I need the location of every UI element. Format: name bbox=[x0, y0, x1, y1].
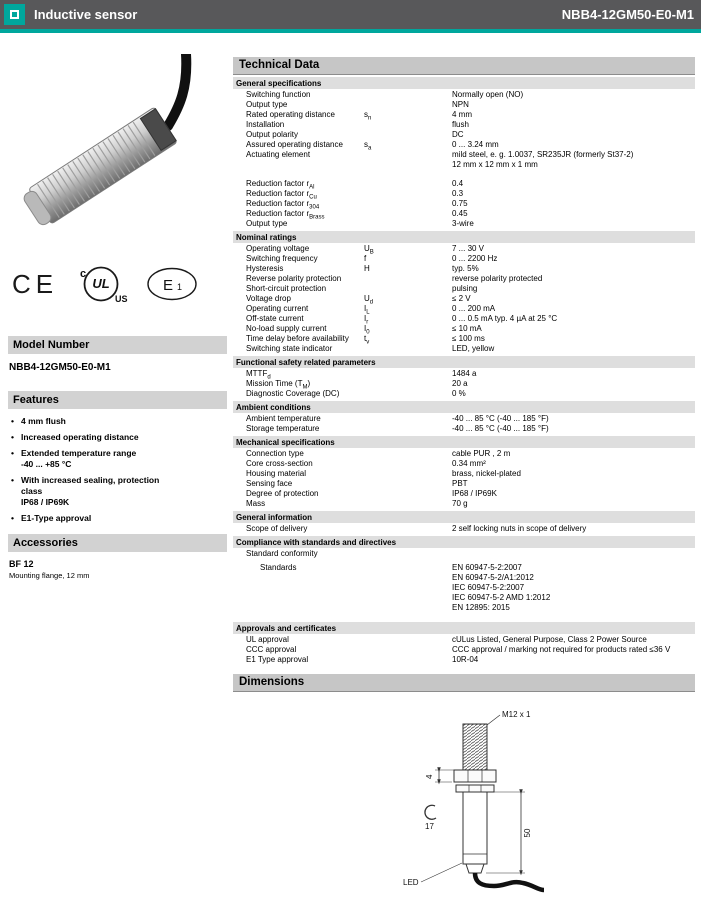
spec-name: Housing material bbox=[246, 469, 307, 478]
spec-row bbox=[233, 304, 695, 314]
spec-name: Mission Time $(T_M)$ bbox=[246, 379, 311, 391]
spec-row bbox=[233, 524, 695, 534]
spec-value: Normally open (NO) bbox=[452, 90, 524, 99]
spec-row bbox=[233, 120, 695, 130]
left-column bbox=[8, 44, 227, 580]
spec-name: Operating voltage bbox=[246, 244, 310, 253]
accessories-section-header: Accessories bbox=[8, 534, 227, 552]
spec-name: Reduction factor $r_{Cu}$ bbox=[246, 189, 317, 201]
accessory-name: BF 12 bbox=[9, 559, 34, 569]
spec-value: 1484 a bbox=[452, 369, 477, 378]
spec-row bbox=[233, 264, 695, 274]
spec-value: 0 ... 3.24 mm bbox=[452, 140, 499, 149]
spec-row bbox=[233, 90, 695, 100]
tip-length-label: 4 bbox=[425, 774, 434, 779]
spec-row bbox=[233, 244, 695, 254]
spec-symbol bbox=[364, 150, 452, 170]
drawing-washer bbox=[456, 785, 494, 792]
spec-symbol: $t_v$ bbox=[364, 334, 370, 346]
feature-item: • With increased sealing, protection class IP68 / IP69K bbox=[10, 475, 227, 508]
spec-symbol bbox=[364, 90, 452, 100]
spec-value: 0 % bbox=[452, 389, 466, 398]
spec-name: Standards bbox=[260, 563, 297, 572]
spec-value: ≤ 2 V bbox=[452, 294, 471, 303]
spec-name: Degree of protection bbox=[246, 489, 319, 498]
ce-mark: CE bbox=[12, 268, 59, 299]
spec-row bbox=[233, 635, 695, 645]
section-header: General information bbox=[233, 511, 695, 523]
spec-name: Rated operating distance bbox=[246, 110, 335, 119]
spec-symbol bbox=[364, 563, 452, 613]
spec-value: CCC approval / marking not required for products rated ≤36 V bbox=[452, 645, 671, 654]
spec-value: 0.45 bbox=[452, 209, 468, 218]
feature-item: • 4 mm flush bbox=[10, 416, 227, 427]
spec-symbol bbox=[364, 524, 452, 534]
product-photo bbox=[8, 54, 227, 242]
technical-sections bbox=[233, 77, 695, 665]
wrench-size-label: 17 bbox=[425, 822, 434, 831]
spec-symbol bbox=[364, 199, 452, 209]
spec-row bbox=[233, 209, 695, 219]
section-header: Ambient conditions bbox=[233, 401, 695, 413]
spec-name: Switching state indicator bbox=[246, 344, 333, 353]
spec-row bbox=[233, 344, 695, 354]
spec-name: Switching function bbox=[246, 90, 311, 99]
spec-symbol bbox=[364, 424, 452, 434]
spec-name: Output type bbox=[246, 100, 288, 109]
e1-approval-mark bbox=[144, 264, 200, 304]
features-section-header: Features bbox=[8, 391, 227, 409]
spec-symbol: $I_0$ bbox=[364, 324, 370, 336]
spec-row bbox=[233, 284, 695, 294]
feature-item: • Extended temperature range -40 ... +85 °C bbox=[10, 448, 227, 470]
feature-item: • Increased operating distance bbox=[10, 432, 227, 443]
spec-symbol bbox=[364, 369, 452, 379]
spec-symbol: $s_n$ bbox=[364, 110, 372, 122]
spec-row bbox=[233, 294, 695, 304]
spec-value: ≤ 10 mA bbox=[452, 324, 482, 333]
spec-value: IP68 / IP69K bbox=[452, 489, 497, 498]
spec-value: 4 mm bbox=[452, 110, 472, 119]
spec-value: 0.3 bbox=[452, 189, 464, 198]
spec-row bbox=[233, 424, 695, 434]
brand-logo-icon bbox=[4, 4, 25, 25]
brand-logo-inner-square bbox=[10, 10, 19, 19]
spec-value: typ. 5% bbox=[452, 264, 479, 273]
section-header: Functional safety related parameters bbox=[233, 356, 695, 368]
spec-symbol: f bbox=[364, 254, 367, 263]
spec-symbol: $U_d$ bbox=[364, 294, 374, 306]
spec-name: Installation bbox=[246, 120, 285, 129]
page-title: Inductive sensor bbox=[34, 7, 138, 22]
spec-symbol: $U_B$ bbox=[364, 244, 374, 256]
features-list bbox=[10, 416, 227, 524]
technical-data-header: Technical Data bbox=[233, 57, 695, 75]
spec-name: Assured operating distance bbox=[246, 140, 343, 149]
spec-value: NPN bbox=[452, 100, 469, 109]
spec-row bbox=[233, 324, 695, 334]
spec-row bbox=[233, 414, 695, 424]
spec-symbol bbox=[364, 414, 452, 424]
spec-name: Ambient temperature bbox=[246, 414, 321, 423]
spec-symbol bbox=[364, 549, 452, 559]
drawing-gland bbox=[466, 864, 484, 873]
spec-value: 20 a bbox=[452, 379, 468, 388]
spec-row bbox=[233, 549, 695, 559]
spec-name: Storage temperature bbox=[246, 424, 320, 433]
spec-value: 0 ... 2200 Hz bbox=[452, 254, 498, 263]
e1-1-label: 1 bbox=[177, 282, 183, 292]
spec-value: 7 ... 30 V bbox=[452, 244, 485, 253]
cul-us-label: US bbox=[115, 294, 128, 304]
section-header: Compliance with standards and directives bbox=[233, 536, 695, 548]
page-header bbox=[0, 0, 701, 29]
spec-symbol bbox=[364, 469, 452, 479]
spec-symbol bbox=[364, 344, 452, 354]
spec-name: Output polarity bbox=[246, 130, 299, 139]
spec-name: Actuating element bbox=[246, 150, 311, 159]
spec-name: Connection type bbox=[246, 449, 304, 458]
spec-value: PBT bbox=[452, 479, 468, 488]
spec-symbol: H bbox=[364, 264, 370, 273]
spec-row bbox=[233, 150, 695, 170]
spec-row bbox=[233, 189, 695, 199]
spec-symbol bbox=[364, 479, 452, 489]
spec-name: Reduction factor $r_{Al}$ bbox=[246, 179, 315, 191]
spec-row bbox=[233, 219, 695, 229]
spec-symbol: $I_r$ bbox=[364, 314, 369, 326]
spec-value: 70 g bbox=[452, 499, 468, 508]
body-length-label: 50 bbox=[523, 828, 532, 838]
cable-in-photo bbox=[168, 54, 186, 126]
spec-row bbox=[233, 489, 695, 499]
spec-name: Scope of delivery bbox=[246, 524, 308, 533]
spec-symbol bbox=[364, 499, 452, 509]
spec-symbol bbox=[364, 130, 452, 140]
e1-e-label: E bbox=[163, 277, 174, 294]
spec-name: Diagnostic Coverage (DC) bbox=[246, 389, 340, 398]
spec-value bbox=[452, 549, 695, 559]
spec-value: 0.75 bbox=[452, 199, 468, 208]
spec-row bbox=[233, 459, 695, 469]
spec-symbol: $I_L$ bbox=[364, 304, 370, 316]
led-label: LED bbox=[403, 878, 419, 887]
spec-value: 0.4 bbox=[452, 179, 464, 188]
spec-name: E1 Type approval bbox=[246, 655, 309, 664]
model-number-section-header: Model Number bbox=[8, 336, 227, 354]
spec-symbol bbox=[364, 120, 452, 130]
spec-value: 0 ... 0.5 mA typ. 4 µA at 25 °C bbox=[452, 314, 558, 323]
right-column bbox=[233, 57, 695, 907]
spec-symbol bbox=[364, 284, 452, 294]
spec-row bbox=[233, 645, 695, 655]
drawing-body bbox=[463, 792, 487, 864]
spec-name: Switching frequency bbox=[246, 254, 318, 263]
accessory-description: Mounting flange, 12 mm bbox=[9, 571, 90, 580]
spec-value: brass, nickel-plated bbox=[452, 469, 521, 478]
spec-symbol bbox=[364, 655, 452, 665]
spec-name: Hysteresis bbox=[246, 264, 284, 273]
dimension-drawing-wrap bbox=[383, 702, 695, 907]
spec-symbol bbox=[364, 189, 452, 199]
spec-value: mild steel, e. g. 1.0037, SR235JR (formerly St37-2) 12 mm x 12 mm x 1 mm bbox=[452, 150, 634, 169]
spec-row bbox=[233, 479, 695, 489]
spec-row bbox=[233, 274, 695, 284]
spec-name: Sensing face bbox=[246, 479, 293, 488]
spec-symbol bbox=[364, 449, 452, 459]
spec-name: Reduction factor $r_{Brass}$ bbox=[246, 209, 325, 221]
dimensions-header: Dimensions bbox=[233, 674, 695, 692]
spec-symbol bbox=[364, 379, 452, 389]
feature-item: • E1-Type approval bbox=[10, 513, 227, 524]
spec-name: Standard conformity bbox=[246, 549, 318, 558]
spec-symbol bbox=[364, 100, 452, 110]
part-number-header: NBB4-12GM50-E0-M1 bbox=[561, 7, 694, 22]
drawing-nut bbox=[454, 770, 496, 782]
spec-value: reverse polarity protected bbox=[452, 274, 543, 283]
spec-name: Core cross-section bbox=[246, 459, 313, 468]
spec-row bbox=[233, 655, 695, 665]
spec-value: cULus Listed, General Purpose, Class 2 Power Source bbox=[452, 635, 647, 644]
spec-symbol bbox=[364, 274, 452, 284]
spec-symbol bbox=[364, 645, 452, 655]
spec-name: $MTTF_d$ bbox=[246, 369, 271, 381]
spec-name: Off-state current bbox=[246, 314, 304, 323]
spec-symbol: $s_a$ bbox=[364, 140, 372, 152]
spec-row bbox=[233, 449, 695, 459]
spec-name: Output type bbox=[246, 219, 288, 228]
spec-row bbox=[233, 469, 695, 479]
spec-value: 2 self locking nuts in scope of delivery bbox=[452, 524, 587, 533]
spec-symbol bbox=[364, 389, 452, 399]
spec-row bbox=[233, 110, 695, 120]
spec-row bbox=[233, 563, 695, 613]
spec-symbol bbox=[364, 209, 452, 219]
accent-divider bbox=[0, 29, 701, 33]
spec-row bbox=[233, 100, 695, 110]
spec-name: Voltage drop bbox=[246, 294, 291, 303]
spec-row bbox=[233, 379, 695, 389]
spec-name: Operating current bbox=[246, 304, 309, 313]
spec-value: LED, yellow bbox=[452, 344, 495, 353]
spec-symbol bbox=[364, 219, 452, 229]
spec-row bbox=[233, 130, 695, 140]
spec-value: cable PUR , 2 m bbox=[452, 449, 511, 458]
thread-size-label: M12 x 1 bbox=[502, 710, 531, 719]
wrench-icon bbox=[425, 805, 436, 819]
spec-value: ≤ 100 ms bbox=[452, 334, 485, 343]
cul-us-mark bbox=[74, 260, 128, 308]
spec-name: CCC approval bbox=[246, 645, 297, 654]
model-number-value: NBB4-12GM50-E0-M1 bbox=[9, 362, 111, 373]
spec-row bbox=[233, 179, 695, 189]
spec-name: Reverse polarity protection bbox=[246, 274, 342, 283]
section-header: Nominal ratings bbox=[233, 231, 695, 243]
spec-row bbox=[233, 334, 695, 344]
spec-value: flush bbox=[452, 120, 469, 129]
spec-value: EN 60947-5-2:2007 EN 60947-5-2/A1:2012 IEC 60947-5-2:2007 IEC 60947-5-2 AMD 1:2012 EN 12895: 2015 bbox=[452, 563, 551, 612]
spec-row bbox=[233, 199, 695, 209]
section-header: General specifications bbox=[233, 77, 695, 89]
spec-value: -40 ... 85 °C (-40 ... 185 °F) bbox=[452, 424, 549, 433]
certification-marks bbox=[12, 258, 227, 310]
spec-row bbox=[233, 314, 695, 324]
spec-name: Reduction factor $r_{304}$ bbox=[246, 199, 320, 211]
spec-name: Mass bbox=[246, 499, 266, 508]
spec-name: No-load supply current bbox=[246, 324, 327, 333]
spec-symbol bbox=[364, 489, 452, 499]
drawing-thread bbox=[463, 724, 487, 770]
ul-label: UL bbox=[92, 276, 110, 291]
drawing-cable bbox=[475, 873, 544, 890]
spec-value: pulsing bbox=[452, 284, 478, 293]
spec-row bbox=[233, 499, 695, 509]
section-header: Mechanical specifications bbox=[233, 436, 695, 448]
spec-value: 0.34 mm² bbox=[452, 459, 486, 468]
dimension-drawing bbox=[383, 702, 573, 902]
spec-name: Time delay before availability bbox=[246, 334, 349, 343]
spec-value: 3-wire bbox=[452, 219, 474, 228]
cul-c-label: c bbox=[80, 268, 87, 280]
spec-value: -40 ... 85 °C (-40 ... 185 °F) bbox=[452, 414, 549, 423]
spec-row bbox=[233, 254, 695, 264]
spec-symbol bbox=[364, 179, 452, 189]
spec-value: DC bbox=[452, 130, 464, 139]
section-header: Approvals and certificates bbox=[233, 622, 695, 634]
spec-value: 0 ... 200 mA bbox=[452, 304, 496, 313]
spec-value: 10R-04 bbox=[452, 655, 479, 664]
spec-name: Short-circuit protection bbox=[246, 284, 327, 293]
spec-row bbox=[233, 140, 695, 150]
spec-row bbox=[233, 389, 695, 399]
spec-name: UL approval bbox=[246, 635, 289, 644]
spec-row bbox=[233, 369, 695, 379]
spec-symbol bbox=[364, 635, 452, 645]
spec-symbol bbox=[364, 459, 452, 469]
